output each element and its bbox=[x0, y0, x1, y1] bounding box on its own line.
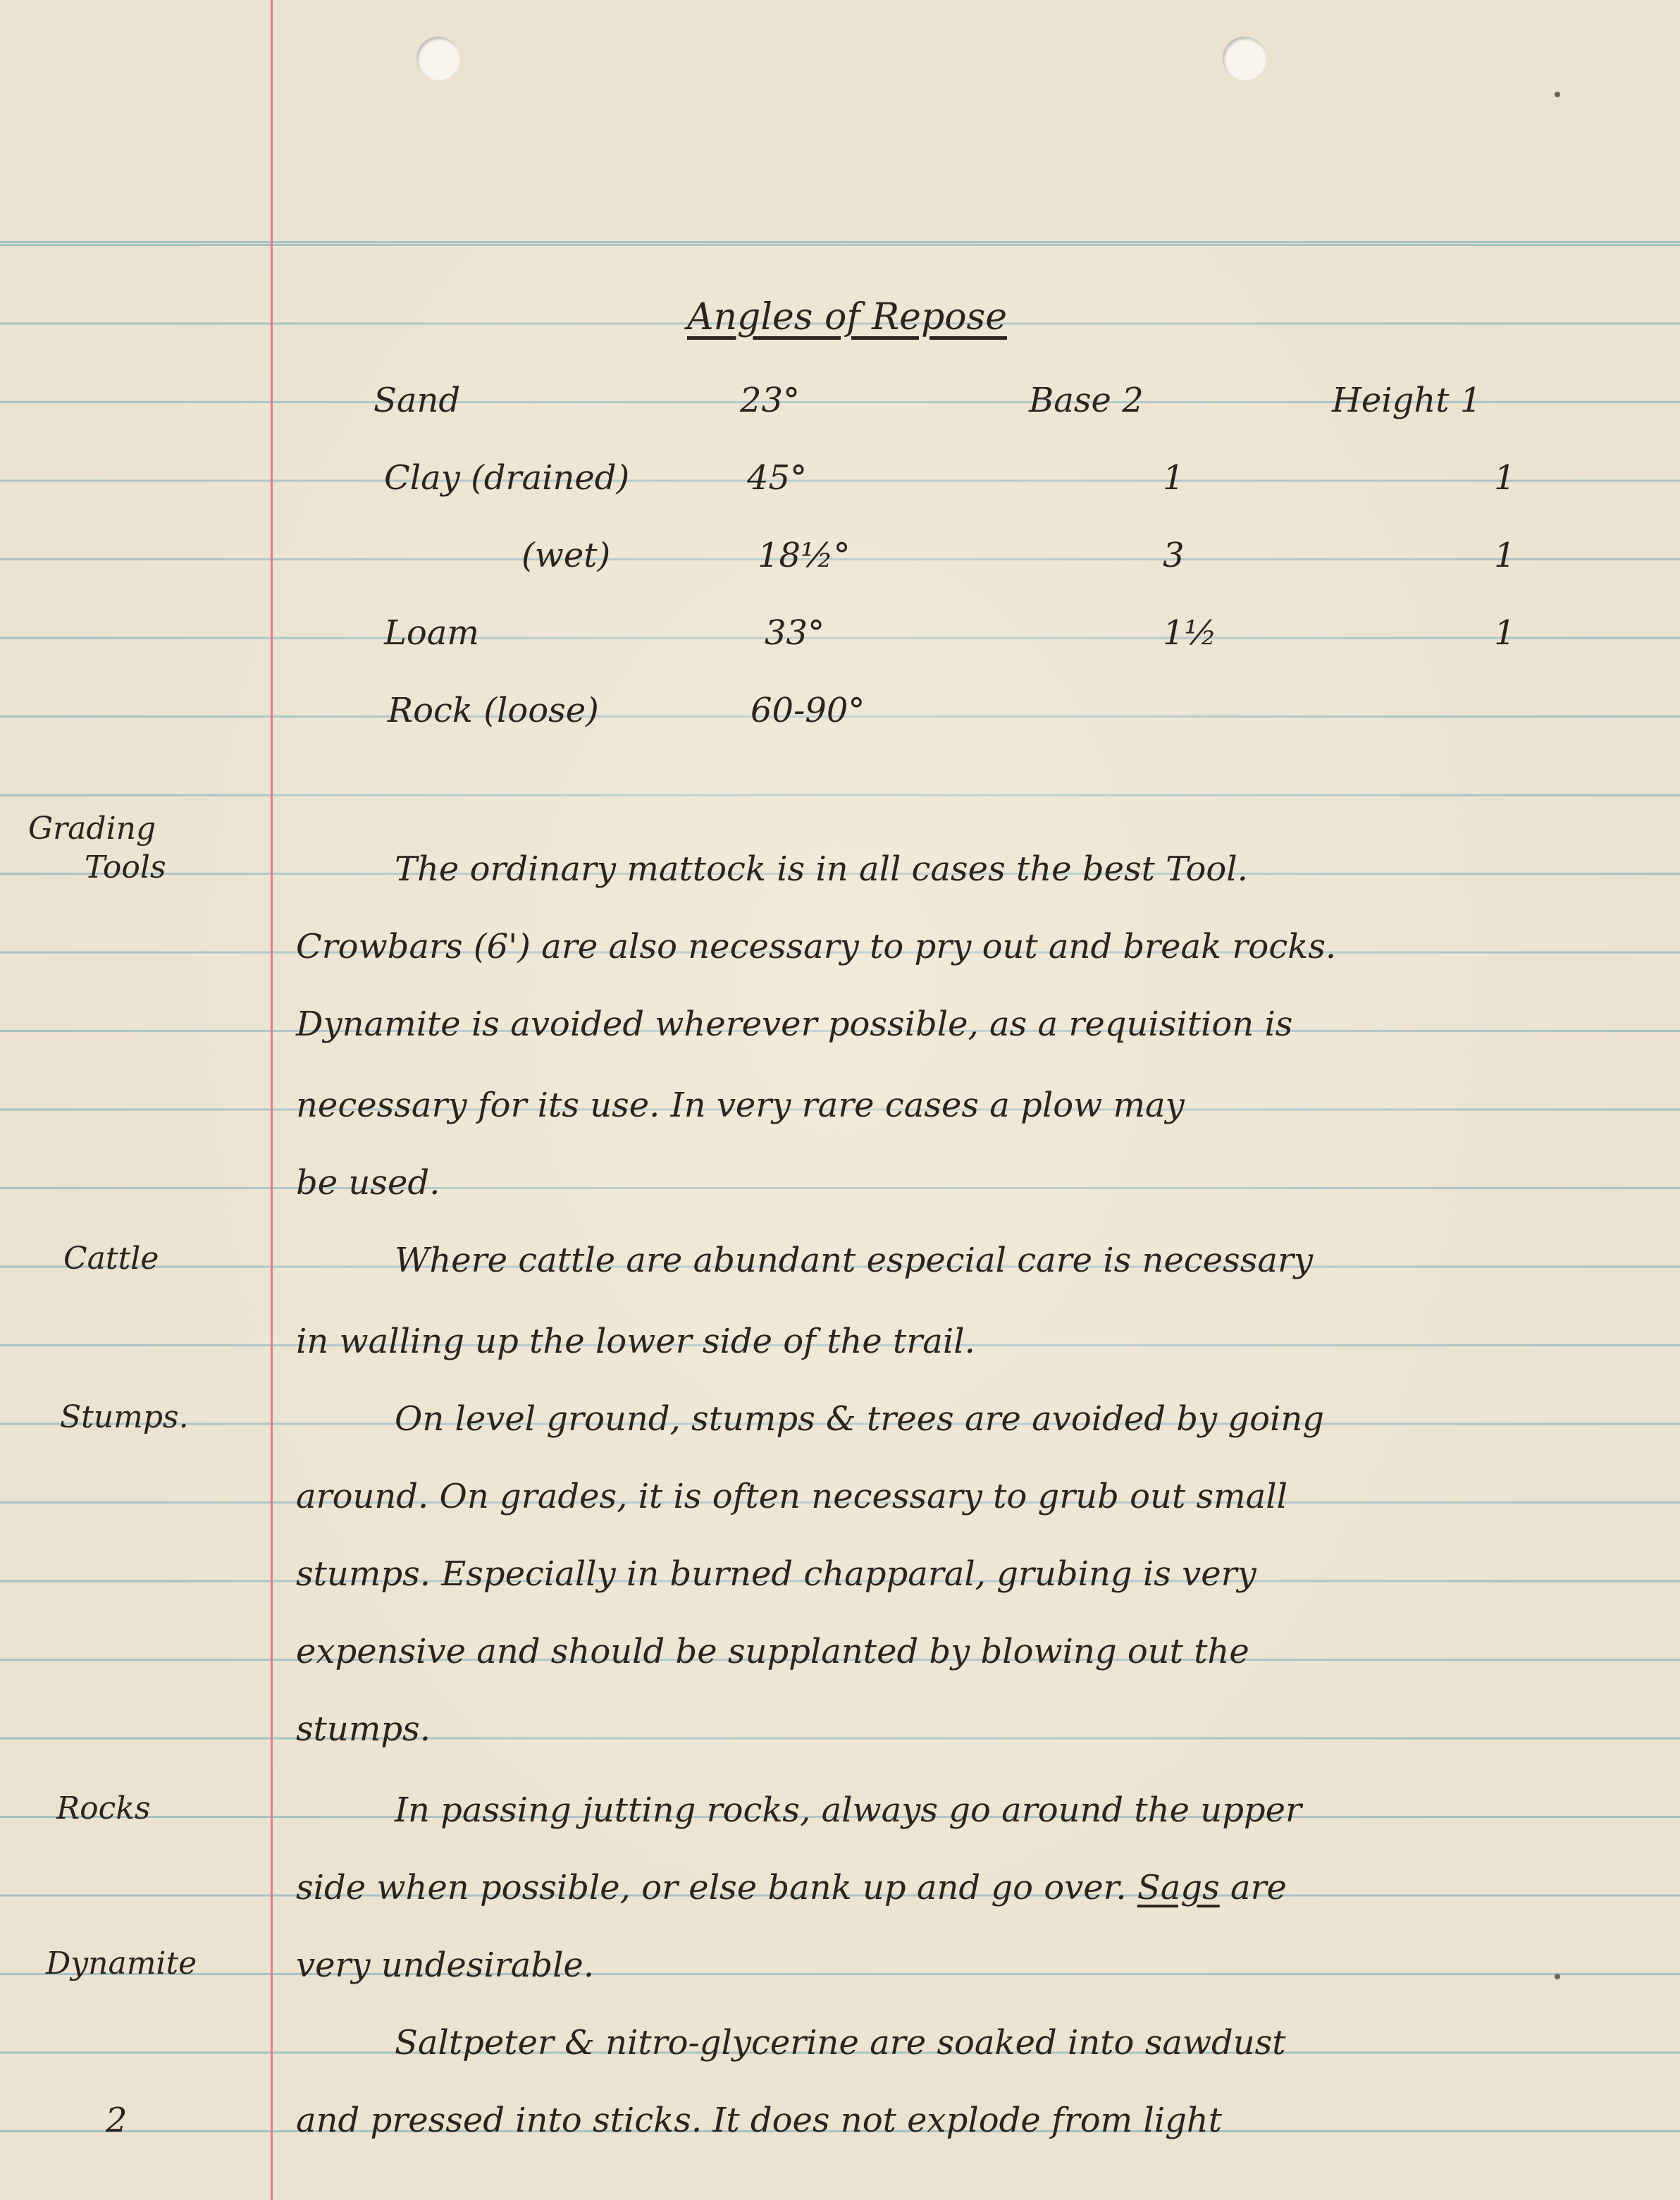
table-cell-material: Clay (drained) bbox=[384, 458, 630, 498]
table-cell-base: 3 bbox=[1163, 536, 1185, 575]
text-line: Saltpeter & nitro-glycerine are soaked into sawdust bbox=[395, 2023, 1286, 2063]
text-line: Where cattle are abundant especial care is necessary bbox=[395, 1241, 1314, 1280]
margin-note-cattle: Cattle bbox=[63, 1241, 159, 1277]
table-cell-angle: 18½° bbox=[758, 536, 851, 575]
paper-spot bbox=[1555, 92, 1560, 97]
table-cell-material: Sand bbox=[373, 381, 461, 420]
text-line: In passing jutting rocks, always go around the upper bbox=[395, 1790, 1302, 1830]
table-cell-height: Height 1 bbox=[1332, 381, 1482, 420]
text-line: and pressed into sticks. It does not explode from light bbox=[296, 2101, 1222, 2140]
page-number: 2 bbox=[106, 2101, 128, 2140]
text-line: Dynamite is avoided wherever possible, as a requisition is bbox=[296, 1004, 1293, 1044]
table-cell-height: 1 bbox=[1494, 613, 1516, 653]
first-ruled-line bbox=[0, 241, 1680, 243]
paper-spot bbox=[1555, 1974, 1560, 1979]
table-cell-material: (wet) bbox=[521, 536, 611, 575]
punch-hole-left bbox=[416, 37, 460, 80]
table-cell-base: Base 2 bbox=[1029, 381, 1144, 420]
text-line: On level ground, stumps & trees are avoided by going bbox=[395, 1399, 1324, 1439]
text-line bbox=[296, 1868, 1287, 1907]
text-line: be used. bbox=[296, 1163, 440, 1203]
margin-note-tools: Tools bbox=[85, 849, 166, 885]
text-line: around. On grades, it is often necessary to grub out small bbox=[296, 1477, 1287, 1516]
punch-hole-right bbox=[1223, 37, 1266, 80]
table-cell-height: 1 bbox=[1494, 458, 1516, 498]
text-segment: side when possible, or else bank up and go over. bbox=[296, 1868, 1137, 1907]
table-cell-base: 1½ bbox=[1163, 613, 1218, 653]
top-margin bbox=[0, 0, 1680, 240]
table-cell-angle: 23° bbox=[740, 381, 801, 420]
table-cell-angle: 33° bbox=[765, 613, 825, 653]
text-line: in walling up the lower side of the trail. bbox=[296, 1322, 975, 1361]
margin-note-dynamite: Dynamite bbox=[46, 1946, 197, 1981]
margin-note-rocks: Rocks bbox=[56, 1790, 151, 1826]
text-line: very undesirable. bbox=[296, 1946, 595, 1985]
page-title: Angles of Repose bbox=[687, 296, 1008, 338]
red-margin-line bbox=[271, 0, 273, 2200]
text-line: necessary for its use. In very rare cases a plow may bbox=[296, 1086, 1185, 1125]
text-line: expensive and should be supplanted by blowing out the bbox=[296, 1632, 1249, 1671]
table-cell-height: 1 bbox=[1494, 536, 1516, 575]
margin-note-stumps: Stumps. bbox=[60, 1399, 189, 1435]
table-cell-base: 1 bbox=[1163, 458, 1185, 498]
text-line: stumps. bbox=[296, 1709, 431, 1749]
table-cell-angle: 60-90° bbox=[751, 691, 865, 730]
table-cell-material: Rock (loose) bbox=[388, 691, 599, 730]
text-line: stumps. Especially in burned chapparal, grubing is very bbox=[296, 1554, 1256, 1594]
text-line: The ordinary mattock is in all cases the best Tool. bbox=[395, 849, 1248, 889]
margin-note-grading: Grading bbox=[28, 811, 156, 847]
table-cell-material: Loam bbox=[384, 613, 479, 653]
text-segment: are bbox=[1219, 1868, 1287, 1907]
underlined-word-sags: Sags bbox=[1137, 1868, 1220, 1907]
table-cell-angle: 45° bbox=[747, 458, 808, 498]
text-line: Crowbars (6') are also necessary to pry out and break rocks. bbox=[296, 927, 1337, 966]
